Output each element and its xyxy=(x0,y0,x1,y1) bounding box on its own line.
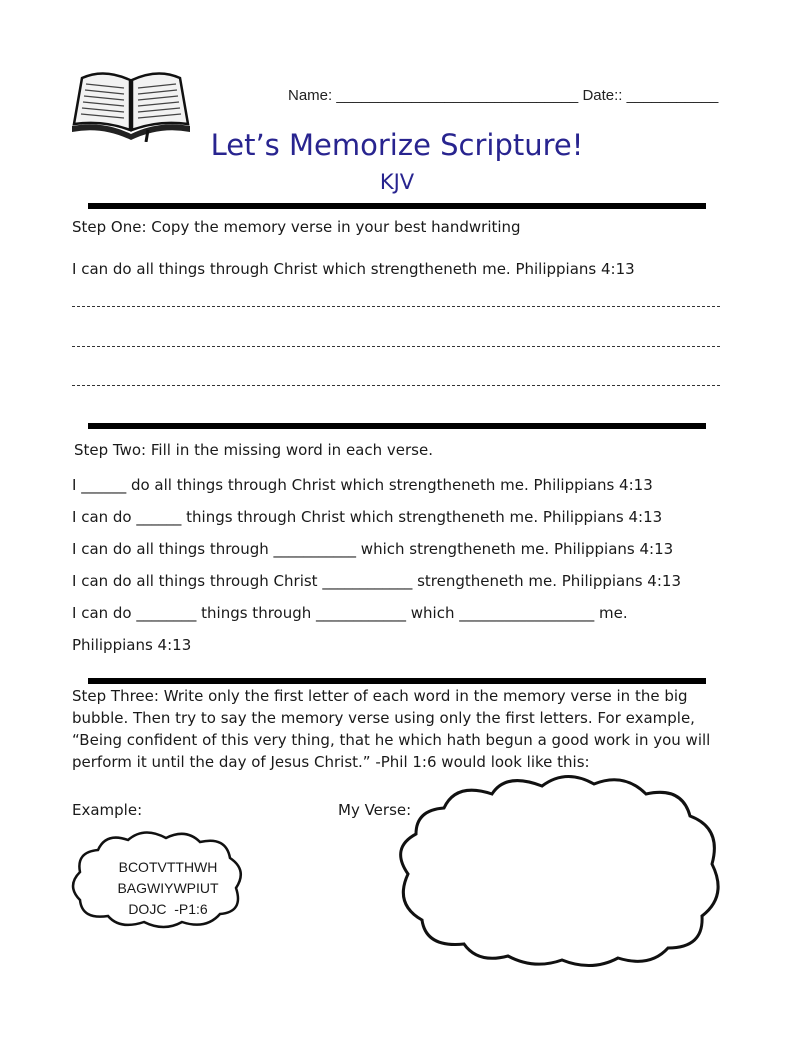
example-bubble-line: BCOTVTTHWH xyxy=(118,859,218,875)
name-date-line: Name: _____________________________ Date:: ___________ xyxy=(288,87,719,104)
page-title: Let’s Memorize Scripture! xyxy=(210,128,584,162)
example-label: Example: xyxy=(72,801,143,819)
page-subtitle: KJV xyxy=(379,170,415,194)
fill-in-line[interactable]: I can do all things through Christ ____________ strengtheneth me. Philippians 4:13 xyxy=(72,572,681,590)
my-verse-cloud-bubble[interactable] xyxy=(396,772,726,968)
fill-in-line[interactable]: I can do all things through ___________ which strengtheneth me. Philippians 4:13 xyxy=(72,540,674,558)
step-one-instruction: Step One: Copy the memory verse in your best handwriting xyxy=(72,218,521,236)
fill-in-line[interactable]: I can do ________ things through ____________ which __________________ me. xyxy=(72,604,628,622)
step-two-instruction: Step Two: Fill in the missing word in each verse. xyxy=(74,441,433,459)
writing-line[interactable] xyxy=(72,346,720,347)
example-bubble-line: DOJC -P1:6 xyxy=(128,901,208,917)
section-divider xyxy=(88,678,706,684)
memory-verse: I can do all things through Christ which strengtheneth me. Philippians 4:13 xyxy=(72,260,635,278)
example-bubble-line: BAGWIYWPIUT xyxy=(117,880,219,896)
section-divider xyxy=(88,203,706,209)
fill-in-line-reference: Philippians 4:13 xyxy=(72,636,192,654)
step-three-instruction: Step Three: Write only the first letter of each word in the memory verse in the big bubble. Then try to say the memory verse using only the first letters. For example, “Being confident of this very thing, that he which hath begun a good work in you will perform it until the day of Jesus Christ.” -Phil 1:6 would look like this: xyxy=(72,687,711,771)
fill-in-line[interactable]: I can do ______ things through Christ which strengtheneth me. Philippians 4:13 xyxy=(72,508,663,526)
writing-line[interactable] xyxy=(72,385,720,386)
section-divider xyxy=(88,423,706,429)
my-verse-label: My Verse: xyxy=(338,801,412,819)
fill-in-line[interactable]: I ______ do all things through Christ which strengtheneth me. Philippians 4:13 xyxy=(72,476,653,494)
writing-line[interactable] xyxy=(72,306,720,307)
